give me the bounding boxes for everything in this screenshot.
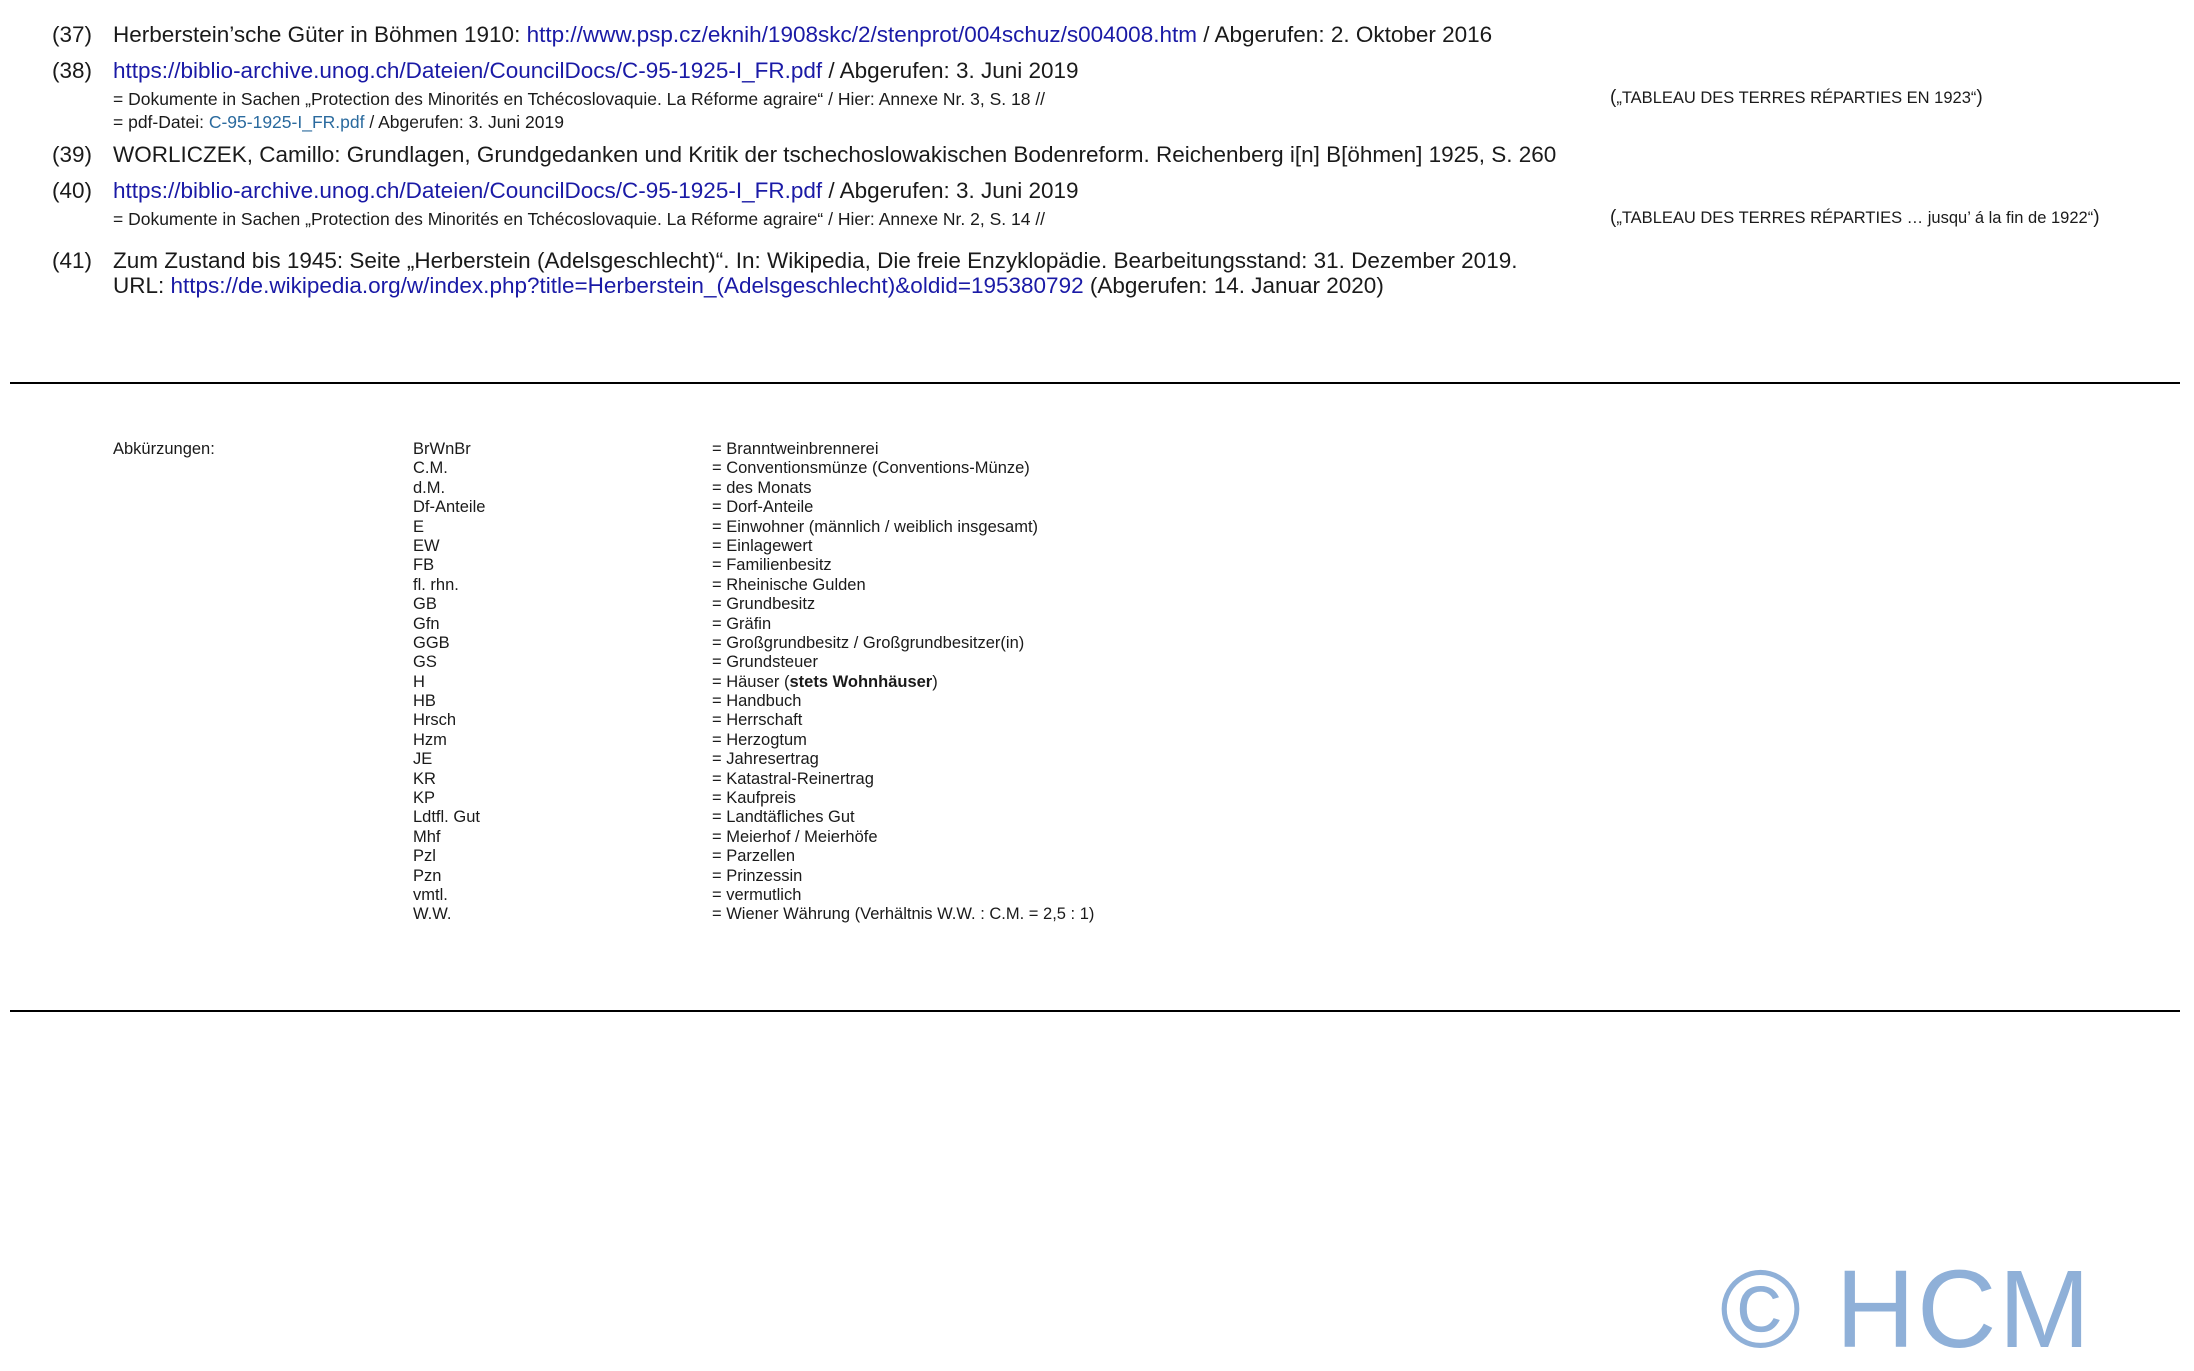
- abbreviation-row: [0, 634, 1200, 653]
- abbreviation-definition: = Herrschaft: [712, 711, 803, 730]
- reference-38-note: [1610, 87, 1983, 109]
- divider-bottom: [10, 1010, 2180, 1012]
- abbreviation-row: [0, 595, 1200, 614]
- abbreviation-row: [0, 711, 1200, 730]
- url-label: URL:: [113, 273, 171, 298]
- copyright-watermark: © HCM: [1720, 1248, 2093, 1371]
- abbreviation: d.M.: [413, 478, 446, 497]
- retrieved-date: / Abgerufen: 3. Juni 2019: [822, 178, 1079, 203]
- pdf-file-link[interactable]: C-95-1925-I_FR.pdf: [208, 112, 365, 132]
- abbreviation: Hrsch: [413, 711, 457, 730]
- abbreviation-row: [0, 518, 1200, 537]
- reference-text: [113, 58, 1079, 84]
- abbreviation-definition: = Parzellen: [712, 847, 796, 866]
- reference-number: (39): [52, 142, 93, 167]
- abbreviation-definition: = Jahresertrag: [712, 750, 819, 769]
- abbreviation: fl. rhn.: [413, 575, 459, 594]
- retrieved-date: (Abgerufen: 14. Januar 2020): [1083, 273, 1384, 298]
- note-close-paren: ): [2093, 207, 2100, 228]
- abbreviation: W.W.: [413, 905, 452, 924]
- abbreviation-row: [0, 886, 1200, 905]
- abbreviation-row: [0, 556, 1200, 575]
- abbreviation: JE: [413, 750, 433, 769]
- retrieved-date: / Abgerufen: 3. Juni 2019: [364, 112, 564, 132]
- abbreviation-row: [0, 440, 1200, 459]
- abbreviation-definition: = Kaufpreis: [712, 789, 796, 808]
- abbreviation-definition: = Großgrundbesitz / Großgrundbesitzer(in): [712, 633, 1025, 652]
- abbreviation-definition: = Dorf-Anteile: [712, 498, 814, 517]
- abbreviation-definition: = Gräfin: [712, 614, 772, 633]
- abbreviation-definition: = Katastral-Reinertrag: [712, 769, 874, 788]
- reference-text: WORLICZEK, Camillo: Grundlagen, Grundgedanken und Kritik der tschechoslowakischen Bodenreform. Reichenberg i[n] B[öhmen] 1925, S. 260: [113, 142, 1557, 167]
- abbreviation-row: [0, 905, 1200, 924]
- abbreviation-row: [0, 867, 1200, 886]
- abbreviation: C.M.: [413, 459, 448, 478]
- reference-number: (40): [52, 178, 93, 203]
- abbreviation: Ldtfl. Gut: [413, 808, 480, 827]
- unog-archive-link[interactable]: https://biblio-archive.unog.ch/Dateien/CouncilDocs/C-95-1925-I_FR.pdf: [113, 58, 823, 83]
- abbreviation-definition: = Wiener Währung (Verhältnis W.W. : C.M. = 2,5 : 1): [712, 905, 1095, 924]
- abbreviation: KR: [413, 769, 436, 788]
- abbreviation-definition: = Landtäfliches Gut: [712, 808, 855, 827]
- abbreviation-definition: = Prinzessin: [712, 866, 803, 885]
- abbreviation-definition: [712, 673, 938, 692]
- abbreviation-row: [0, 673, 1200, 692]
- reference-label: Herberstein’sche Güter in Böhmen 1910:: [113, 22, 527, 47]
- abbreviation-definition: = Herzogtum: [712, 730, 807, 749]
- pdf-label: = pdf-Datei:: [113, 112, 209, 132]
- abbreviation-row: [0, 731, 1200, 750]
- abbreviation: GS: [413, 653, 437, 672]
- abbreviation: E: [413, 517, 425, 536]
- abbreviation-row: [0, 498, 1200, 517]
- reference-text: Zum Zustand bis 1945: Seite „Herberstein (Adelsgeschlecht)“. In: Wikipedia, Die freie Enzyklopädie. Bearbeitungsstand: 31. Dezember 2019.: [113, 248, 1518, 273]
- note-text: „TABLEAU DES TERRES RÉPARTIES EN 1923“: [1616, 89, 1977, 107]
- divider-top: [10, 382, 2180, 384]
- abbreviation: BrWnBr: [413, 440, 471, 458]
- abbreviation-row: [0, 789, 1200, 808]
- abbreviation: GGB: [413, 633, 450, 652]
- abbreviation: Gfn: [413, 614, 440, 633]
- reference-number: (37): [52, 22, 93, 47]
- abbreviations-list: [0, 440, 1200, 925]
- note-open-paren: (: [1610, 87, 1617, 108]
- reference-40-note: [1610, 207, 2100, 229]
- abbreviation-definition: = Familienbesitz: [712, 556, 832, 575]
- abbreviation-definition: = Grundsteuer: [712, 653, 818, 672]
- abbreviations-heading: Abkürzungen:: [113, 440, 215, 458]
- definition-prefix: = Häuser (: [712, 672, 790, 691]
- abbreviation-definition: = Branntweinbrennerei: [712, 440, 879, 458]
- abbreviation: HB: [413, 692, 436, 711]
- definition-suffix: ): [932, 672, 938, 691]
- abbreviation: H: [413, 672, 425, 691]
- wikipedia-link[interactable]: https://de.wikipedia.org/w/index.php?title=Herberstein_(Adelsgeschlecht)&oldid=195380792: [170, 273, 1084, 298]
- abbreviation: FB: [413, 556, 435, 575]
- note-open-paren: (: [1610, 207, 1617, 228]
- reference-40-detail: = Dokumente in Sachen „Protection des Minorités en Tchécoslovaquie. La Réforme agraire“ / Hier: Annexe Nr. 2, S. 14 //: [113, 209, 1046, 229]
- reference-38-pdf-line: [113, 111, 564, 133]
- abbreviation: Mhf: [413, 827, 441, 846]
- abbreviation-definition: = Grundbesitz: [712, 595, 816, 614]
- definition-emphasis: stets Wohnhäuser: [789, 672, 933, 691]
- retrieved-date: / Abgerufen: 2. Oktober 2016: [1196, 22, 1493, 47]
- abbreviation-definition: = vermutlich: [712, 885, 802, 904]
- abbreviation-row: [0, 576, 1200, 595]
- note-close-paren: ): [1976, 87, 1983, 108]
- abbreviation-definition: = Einwohner (männlich / weiblich insgesamt): [712, 517, 1039, 536]
- abbreviation: GB: [413, 595, 437, 614]
- abbreviation-definition: = Einlagewert: [712, 536, 813, 555]
- abbreviation-row: [0, 615, 1200, 634]
- abbreviation: EW: [413, 536, 440, 555]
- abbreviation-row: [0, 692, 1200, 711]
- abbreviation-row: [0, 459, 1200, 478]
- reference-number: (38): [52, 58, 93, 83]
- abbreviation-row: [0, 537, 1200, 556]
- abbreviation-row: [0, 828, 1200, 847]
- reference-text: [113, 22, 1492, 48]
- abbreviation-definition: = Handbuch: [712, 692, 802, 711]
- reference-text: [113, 178, 1079, 204]
- abbreviation: KP: [413, 789, 436, 808]
- abbreviation: Pzl: [413, 847, 436, 866]
- abbreviation-row: [0, 653, 1200, 672]
- abbreviation-row: [0, 847, 1200, 866]
- abbreviation-definition: = Meierhof / Meierhöfe: [712, 827, 878, 846]
- reference-url-line: [113, 273, 1384, 299]
- abbreviation-definition: = Conventionsmünze (Conventions-Münze): [712, 459, 1030, 478]
- abbreviation-row: [0, 750, 1200, 769]
- abbreviation: Pzn: [413, 866, 442, 885]
- abbreviation-row: [0, 808, 1200, 827]
- abbreviation-row: [0, 479, 1200, 498]
- note-text: „TABLEAU DES TERRES RÉPARTIES … jusqu’ á la fin de 1922“: [1616, 209, 2094, 227]
- reference-number: (41): [52, 248, 93, 273]
- abbreviation-row: [0, 770, 1200, 789]
- abbreviation-definition: = des Monats: [712, 478, 812, 497]
- retrieved-date: / Abgerufen: 3. Juni 2019: [822, 58, 1079, 83]
- unog-archive-link[interactable]: https://biblio-archive.unog.ch/Dateien/CouncilDocs/C-95-1925-I_FR.pdf: [113, 178, 823, 203]
- abbreviation: Df-Anteile: [413, 498, 486, 517]
- psp-archive-link[interactable]: http://www.psp.cz/eknih/1908skc/2/stenprot/004schuz/s004008.htm: [526, 22, 1197, 47]
- abbreviation: vmtl.: [413, 885, 448, 904]
- reference-38-detail: = Dokumente in Sachen „Protection des Minorités en Tchécoslovaquie. La Réforme agraire“ / Hier: Annexe Nr. 3, S. 18 //: [113, 89, 1046, 109]
- abbreviation-definition: = Rheinische Gulden: [712, 575, 866, 594]
- abbreviation: Hzm: [413, 730, 447, 749]
